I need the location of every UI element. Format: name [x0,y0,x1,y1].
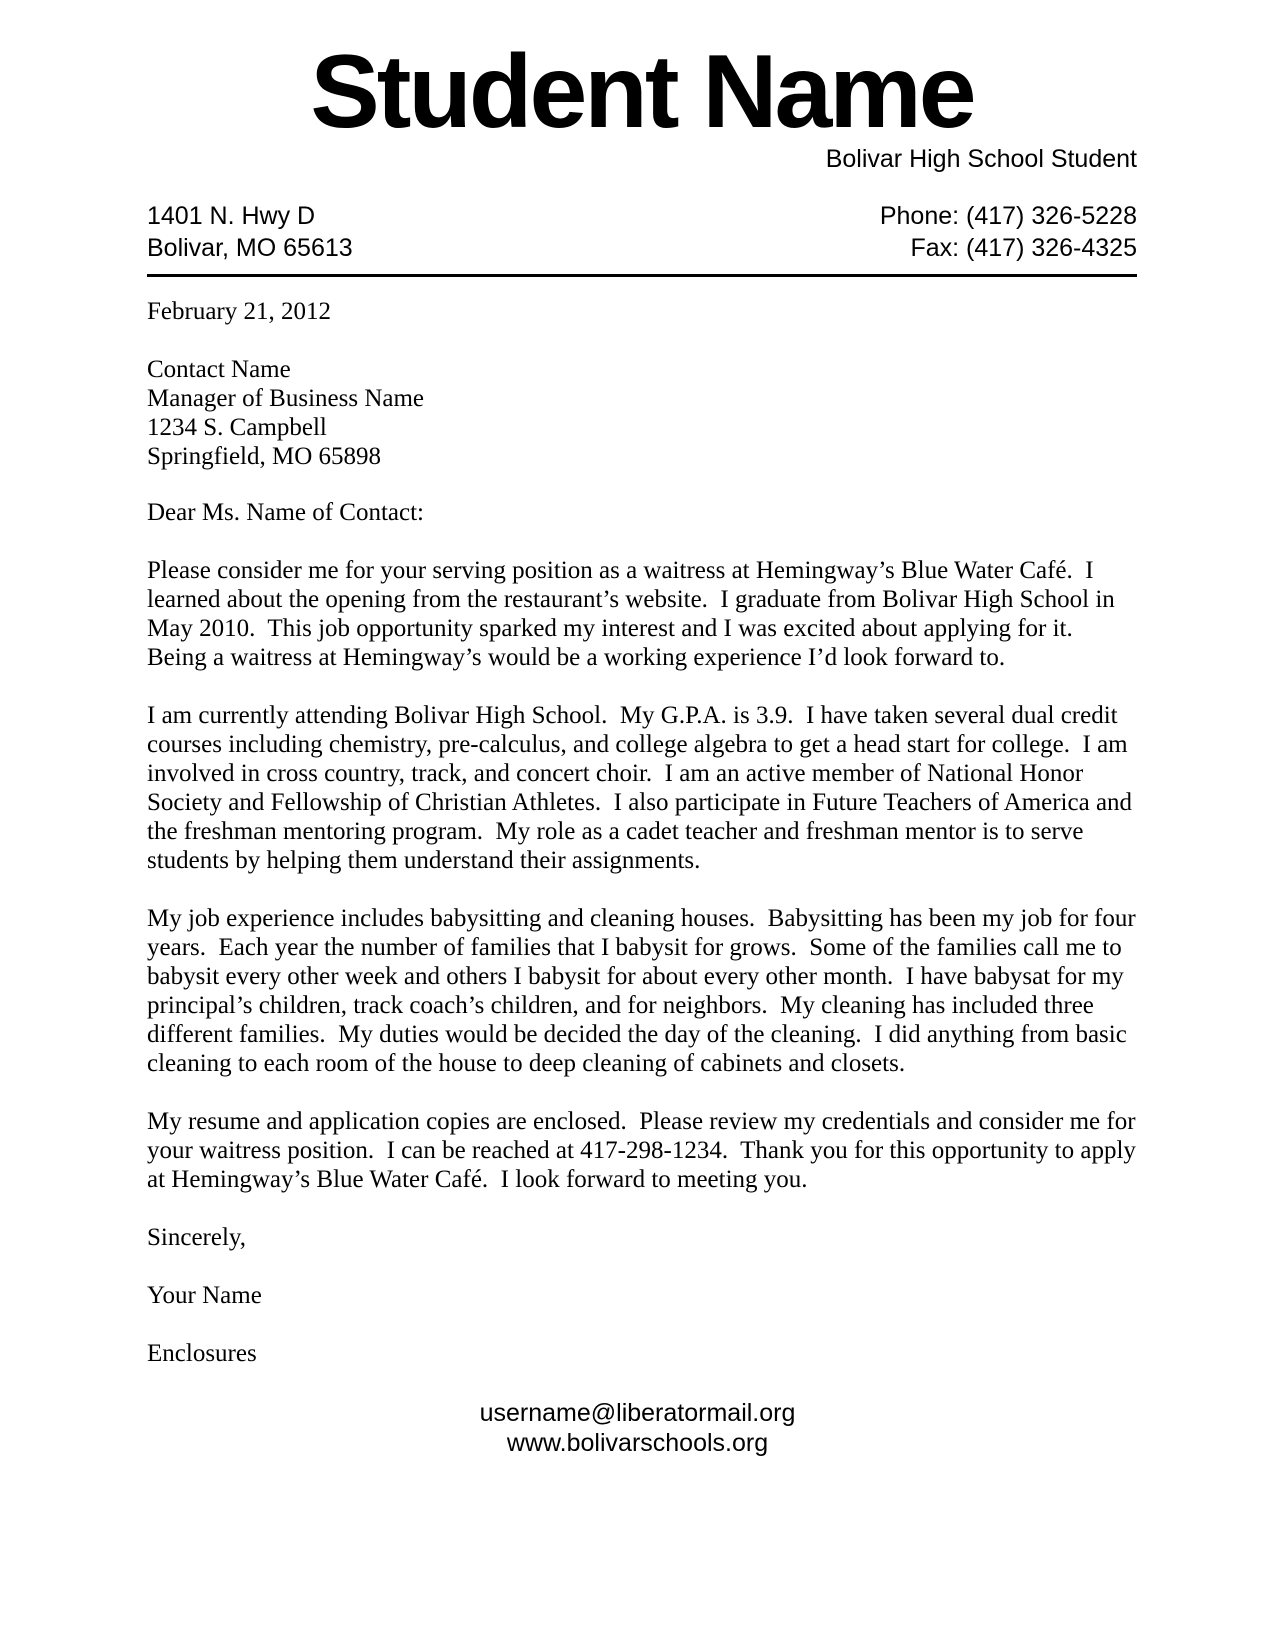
letter-paragraph: My job experience includes babysitting and cleaning houses. Babysitting has been my job for four years. Each year the number of families that I babysit for grows. Some of the families call me to babysit every other week and others I babysit for about every other month. I have babysat for my principal’s children, track coach’s children, and for neighbors. My cleaning has included three different families. My duties would be decided the day of the cleaning. I did anything from basic cleaning to each room of the house to deep cleaning of cabinets and closets. [147,905,1142,1077]
letterhead-contact-row [147,200,1137,277]
footer-email: username@liberatormail.org [479,1399,796,1427]
footer-website: www.bolivarschools.org [506,1429,769,1457]
fax-line: Fax: (417) 326-4325 [910,234,1137,262]
letter-content [147,0,1143,1458]
recipient-line: Springfield, MO 65898 [147,443,382,470]
page-footer [0,1398,1275,1458]
recipient-block [147,355,1137,471]
enclosures-label: Enclosures [147,1340,257,1367]
address-line-1: 1401 N. Hwy D [147,202,316,230]
phone-line: Phone: (417) 326-5228 [879,202,1137,230]
address-line-2: Bolivar, MO 65613 [147,234,353,262]
letter-paragraph: My resume and application copies are enclosed. Please review my credentials and consider me for your waitress position. I can be reached at 417-298-1234. Thank you for this opportunity to apply at Hemingway’s Blue Water Café. I look forward to meeting you. [147,1108,1143,1193]
letterhead-phone-fax [880,200,1137,264]
recipient-line: Manager of Business Name [147,385,425,412]
letter-paragraph: Please consider me for your serving position as a waitress at Hemingway’s Blue Water Café. I learned about the opening from the restaurant’s website. I graduate from Bolivar High School in May 2010. This job opportunity sparked my interest and I was excited about applying for it. Being a waitress at Hemingway’s would be a working experience I’d look forward to. [147,557,1122,671]
salutation: Dear Ms. Name of Contact: [147,499,425,526]
recipient-line: 1234 S. Campbell [147,414,327,441]
letter-date: February 21, 2012 [147,298,331,325]
closing: Sincerely, [147,1224,247,1251]
letter-body [147,297,1143,1458]
header-subtitle: Bolivar High School Student [825,145,1137,173]
signature-name: Your Name [147,1282,262,1309]
letterhead-address [147,200,353,264]
letter-paragraph: I am currently attending Bolivar High School. My G.P.A. is 3.9. I have taken several dual credit courses including chemistry, pre-calculus, and college algebra to get a head start for college. I am involved in cross country, track, and concert choir. I am an active member of National Honor Society and Fellowship of Christian Athletes. I also participate in Future Teachers of America and the freshman mentoring program. My role as a cadet teacher and freshman mentor is to serve students by helping them understand their assignments. [147,702,1139,874]
recipient-line: Contact Name [147,356,291,383]
page-title: Student Name [310,34,974,150]
